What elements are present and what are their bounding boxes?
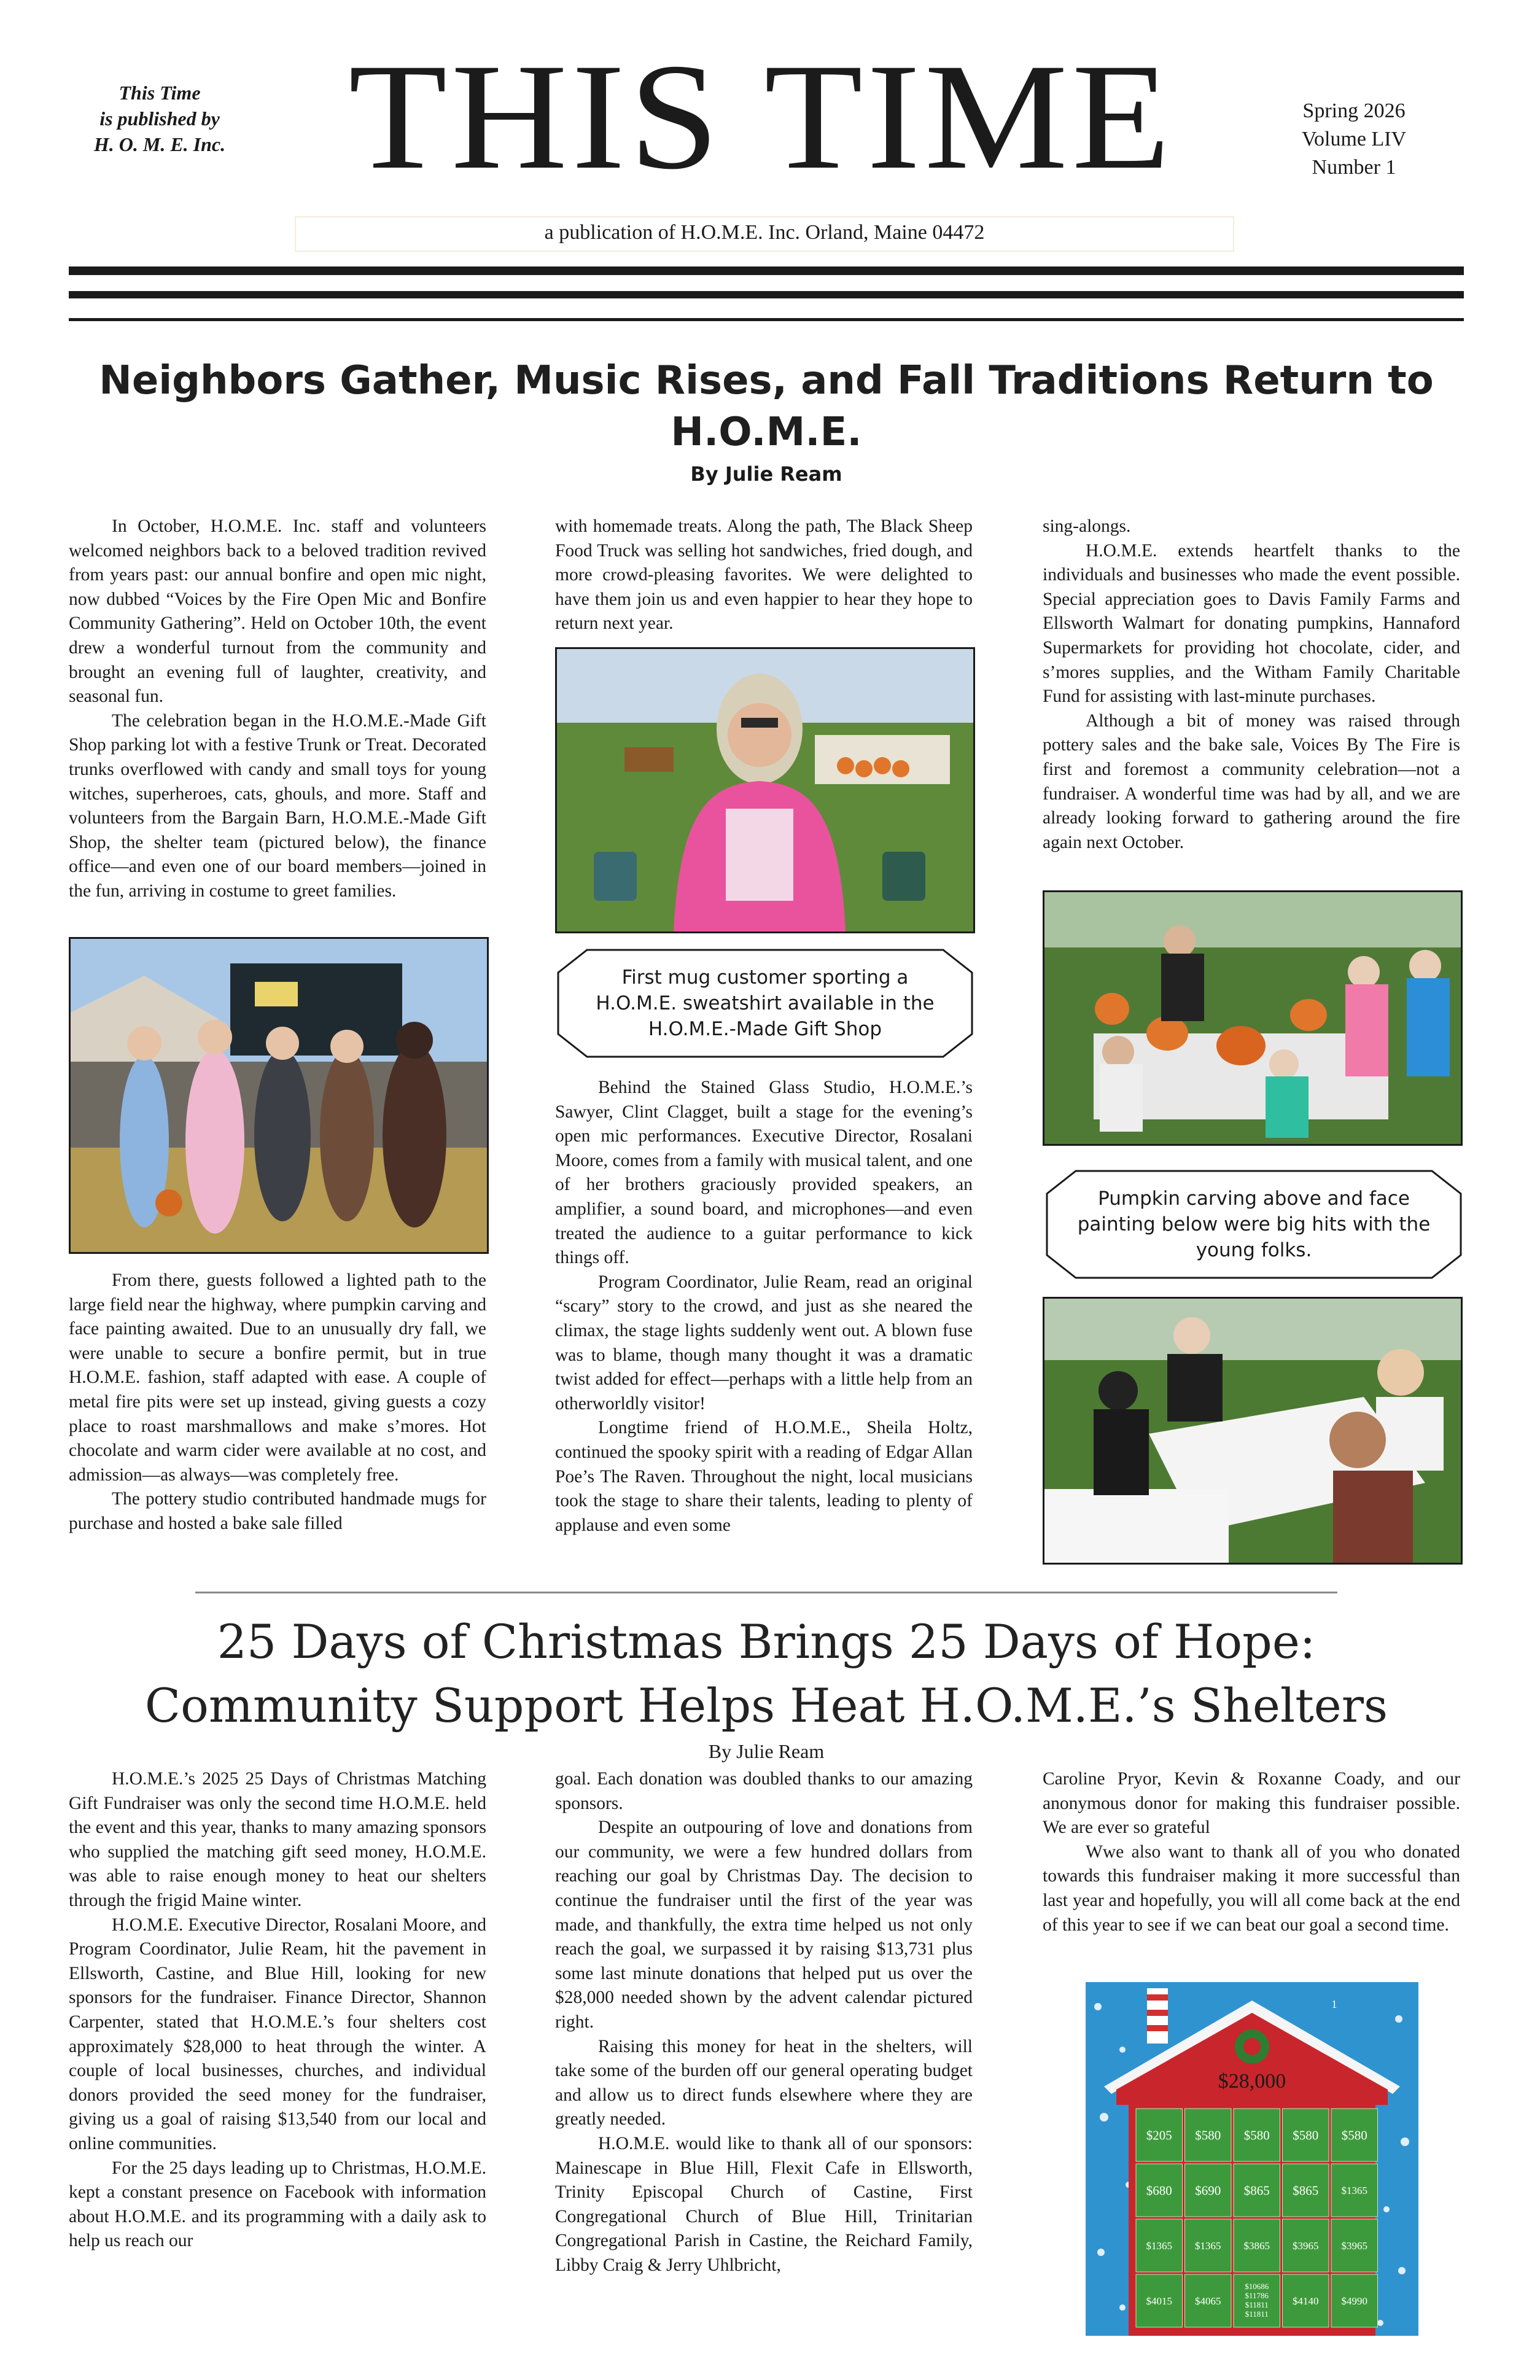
- calendar-cell-amount: $580: [1195, 2128, 1221, 2143]
- calendar-cell-amount: $1365: [1195, 2239, 1221, 2252]
- paragraph: H.O.M.E. extends heartfelt thanks to the individuals and businesses who made the event possible. Special appreciation goes to Davis Family Farms and Ellsworth Walmart for donating pumpkins, Hannaford Supermarkets for providing hot chocolate, cider, and s’mores supplies, and the Witham Family Charitable Fund for assisting with last-minute purchases.: [1043, 540, 1460, 707]
- paragraph: Although a bit of money was raised through pottery sales and the bake sale, Voices By The Fire is first and foremost a community celebration—not a fundraiser. A wonderful time was had by all, and we are already looking forward to gathering around the fire again next October.: [1043, 710, 1460, 852]
- paragraph: Behind the Stained Glass Studio, H.O.M.E.’s Sawyer, Clint Clagget, built a stage for the evening’s open mic performances. Executive Director, Rosalani Moore, comes from a family with musical talent, and one of her brothers graciously provided speakers, an amplifier, a sound board, and microphones—and even treated the audience to a guitar performance to kick things off.: [555, 1078, 973, 1268]
- paragraph: Longtime friend of H.O.M.E., Sheila Holtz, continued the spooky spirit with a reading of Edgar Allan Poe’s The Raven. Throughout the night, local musicians took the stage to share their talents, leading to plenty of applause and even some: [555, 1418, 973, 1535]
- article1-col2-top: [555, 515, 973, 636]
- advent-calendar-graphic: [1086, 1982, 1418, 2336]
- paragraph: For the 25 days leading up to Christmas, H.O.M.E. kept a constant presence on Facebook with information about H.O.M.E. and its programming with a daily ask to help us reach our: [69, 2158, 486, 2251]
- calendar-cell-amount: $690: [1195, 2183, 1221, 2198]
- article1-col1-top: [69, 515, 486, 904]
- calendar-cell-amount: $11786: [1245, 2291, 1269, 2301]
- calendar-cell-amount: $3865: [1243, 2239, 1270, 2252]
- photo-costumed-staff-image: [71, 939, 487, 1252]
- photo-face-painting: [1043, 1297, 1463, 1565]
- paragraph: H.O.M.E.’s 2025 25 Days of Christmas Matching Gift Fundraiser was only the second time H.O.M.E. held the event and this year, thanks to many amazing sponsors who supplied the matching gift seed money, H.O.M.E. was able to raise enough money to heat our shelters through the frigid Maine winter.: [69, 1769, 486, 1910]
- photo-mug-customer: [555, 647, 975, 933]
- issue-info: Spring 2026 Volume LIV Number 1: [1301, 99, 1407, 179]
- paragraph: Raising this money for heat in the shelters, will take some of the burden off our general operating budget and allow us to direct funds elsewhere where they are greatly needed.: [555, 2036, 973, 2129]
- article2-col1: [69, 1767, 486, 2254]
- photo-pumpkin-carving: [1043, 890, 1463, 1146]
- newspaper-title: THIS TIME: [348, 32, 1175, 201]
- calendar-cell-amount: $1365: [1146, 2239, 1172, 2252]
- calendar-cell-amount: $10686: [1245, 2282, 1269, 2292]
- paragraph: Caroline Pryor, Kevin & Roxanne Coady, and our anonymous donor for making this fundraiser possible. We are ever so grateful: [1043, 1769, 1460, 1838]
- caption-pumpkin: [1045, 1169, 1463, 1280]
- calendar-cell-amount: $3965: [1293, 2239, 1319, 2252]
- paragraph: The celebration began in the H.O.M.E.-Made Gift Shop parking lot with a festive Trunk or Treat. Decorated trunks overflowed with candy and small toys for young witches, superheroes, cats, ghouls, and more. Staff and volunteers from the Bargain Barn, H.O.M.E.-Made Gift Shop, the shelter team (pictured below), the finance office—and even one of our board members—joined in the fun, arriving in costume to greet families.: [69, 710, 486, 901]
- publisher-note: This Time is published by H. O. M. E. Inc.: [93, 82, 226, 155]
- photo-face-painting-image: [1044, 1299, 1461, 1563]
- calendar-cell-amount: $205: [1146, 2128, 1172, 2143]
- paragraph: H.O.M.E. would like to thank all of our sponsors: Mainescape in Blue Hill, Flexit Cafe in Ellsworth, Trinity Episcopal Church of Castine, First Congregational Church of Blue Hill, Trinitarian Congregational Parish in Castine, the Reichard Family, Libby Craig & Jerry Uhlbricht,: [555, 2133, 973, 2275]
- article2-headline: 25 Days of Christmas Brings 25 Days of Hope: Community Support Helps Heat H.O.M.E.’s Shelters: [144, 1614, 1388, 1733]
- article2-col2: [555, 1767, 973, 2277]
- paragraph: H.O.M.E. Executive Director, Rosalani Moore, and Program Coordinator, Julie Ream, hit the pavement in Ellsworth, Castine, and Blue Hill, looking for new sponsors for the fundraiser. Finance Director, Shannon Carpenter, stated that H.O.M.E.’s four shelters cost approximately $28,000 to heat through the winter. A couple of local businesses, churches, and individual donors provided the seed money for the fundraiser, giving us a goal of raising $13,540 from our local and online communities.: [69, 1915, 486, 2153]
- calendar-cell-amount: $580: [1243, 2128, 1270, 2143]
- calendar-cell-amount: $11811: [1245, 2309, 1269, 2319]
- paragraph: sing-alongs.: [1043, 516, 1131, 536]
- paragraph: In October, H.O.M.E. Inc. staff and volunteers welcomed neighbors back to a beloved tradition revived from years past: our annual bonfire and open mic night, now dubbed “Voices by the Fire Open Mic and Bonfire Community Gathering”. Held on October 10th, the event drew a wonderful turnout from the community and brought an evening full of laughter, creativity, and seasonal fun.: [69, 516, 486, 707]
- article1-headline: Neighbors Gather, Music Rises, and Fall Traditions Return to H.O.M.E.: [99, 358, 1434, 455]
- photo-costumed-staff: [69, 937, 489, 1254]
- caption-mug: [556, 948, 974, 1059]
- paragraph: with homemade treats. Along the path, The Black Sheep Food Truck was selling hot sandwiches, fried dough, and more crowd-pleasing favorites. We were delighted to have them join us and even happier to hear they hope to return next year.: [555, 516, 973, 634]
- article1-byline: By Julie Ream: [690, 462, 842, 486]
- calendar-goal: $28,000: [1218, 2070, 1286, 2093]
- calendar-cell-amount: $580: [1293, 2128, 1319, 2143]
- paragraph: goal. Each donation was doubled thanks to our amazing sponsors.: [555, 1769, 973, 1813]
- calendar-cell-amount: $4990: [1341, 2295, 1367, 2307]
- calendar-cell-amount: $11811: [1245, 2300, 1269, 2310]
- masthead-rule-top: [69, 266, 1464, 275]
- masthead-rule-bottom: [69, 318, 1464, 321]
- calendar-cell-amount: $865: [1243, 2183, 1270, 2198]
- photo-pumpkin-carving-image: [1044, 892, 1461, 1144]
- article1-col1-bottom: [69, 1269, 486, 1536]
- article1-col3-top: [1043, 515, 1460, 855]
- section-divider: [195, 1592, 1337, 1593]
- caption-mug-text: First mug customer sporting a H.O.M.E. sweatshirt available in the H.O.M.E.-Made Gift Shop: [596, 966, 935, 1040]
- article1-col2-bottom: [555, 1076, 973, 1538]
- paragraph: Wwe also want to thank all of you who donated towards this fundraiser making it more successful than last year and hopefully, you will all come back at the end of this year to see if we can beat our goal a second time.: [1043, 1841, 1460, 1935]
- calendar-cell-amount: $680: [1146, 2183, 1172, 2198]
- calendar-cell-amount: $4065: [1195, 2295, 1221, 2307]
- article2-byline: By Julie Ream: [708, 1740, 825, 1762]
- article2-col3: [1043, 1767, 1460, 1937]
- paragraph: Program Coordinator, Julie Ream, read an original “scary” story to the crowd, and just as she neared the climax, the stage lights suddenly went out. A blown fuse was to blame, though many thought it was a dramatic twist added for effect—perhaps with a little help from an otherworldly visitor!: [555, 1272, 973, 1414]
- calendar-cell-amount: $865: [1293, 2183, 1319, 2198]
- calendar-cell-amount: $4015: [1146, 2295, 1172, 2307]
- paragraph: Despite an outpouring of love and donations from our community, we were a few hundred dollars from reaching our goal by Christmas Day. The decision to continue the fundraiser until the first of the year was made, and thankfully, the extra time helped us not only reach the goal, we surpassed it by raising $13,731 plus some last minute donations that helped put us over the $28,000 needed shown by the advent calendar pictured right.: [555, 1818, 973, 2032]
- photo-mug-customer-image: [557, 649, 973, 931]
- masthead-rule-middle: [69, 291, 1464, 298]
- calendar-cell-amount: $580: [1341, 2128, 1367, 2143]
- calendar-day-number: 1: [1331, 1998, 1337, 2010]
- paragraph: The pottery studio contributed handmade mugs for purchase and hosted a bake sale filled: [69, 1489, 486, 1533]
- calendar-cell-amount: $1365: [1341, 2184, 1367, 2196]
- paragraph: From there, guests followed a lighted path to the large field near the highway, where pumpkin carving and face painting awaited. Due to an unusually dry fall, we were unable to secure a bonfire permit, but in true H.O.M.E. fashion, staff adapted with ease. A couple of metal fire pits were set up instead, giving guests a cozy place to roast marshmallows and make s’mores. Hot chocolate and warm cider were available at no cost, and admission—as always—was completely free.: [69, 1270, 486, 1485]
- advent-calendar-svg: [1086, 1982, 1418, 2336]
- masthead-subtitle: a publication of H.O.M.E. Inc. Orland, Maine 04472: [295, 216, 1234, 252]
- calendar-cell-amount: $3965: [1341, 2239, 1367, 2252]
- caption-pumpkin-text: Pumpkin carving above and face painting below were big hits with the young folks.: [1077, 1188, 1431, 1261]
- calendar-cell-amount: $4140: [1293, 2295, 1319, 2307]
